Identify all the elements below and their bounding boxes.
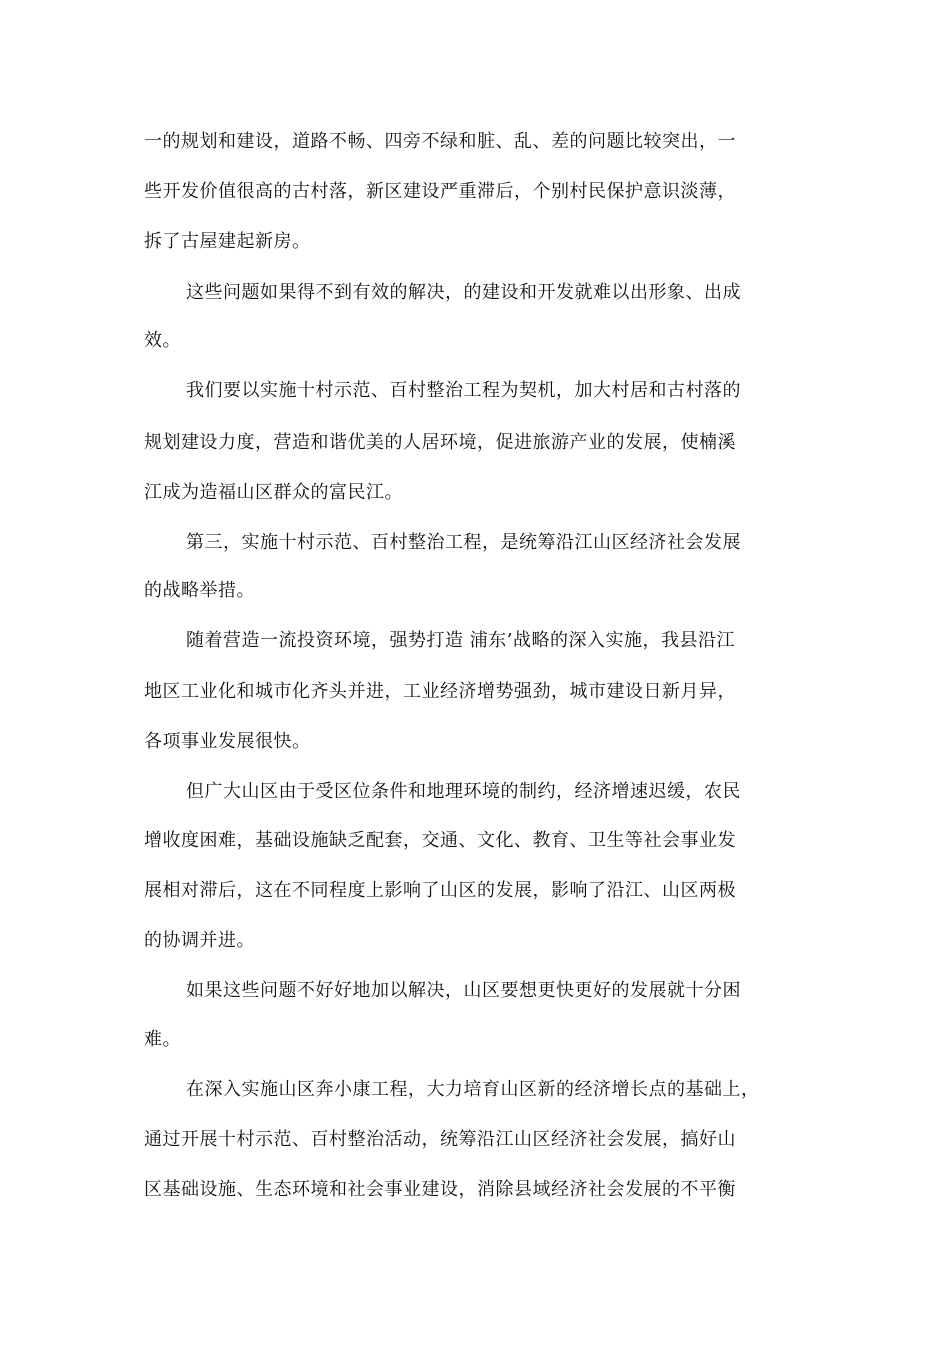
paragraph-first-line: 我们要以实施十村示范、百村整治工程为契机，加大村居和古村落的	[186, 380, 741, 401]
paragraph-first-line: 这些问题如果得不到有效的解决，的建设和开发就难以出形象、出成	[186, 282, 741, 303]
paragraph-first-line: 在深入实施山区奔小康工程，大力培育山区新的经济增长点的基础上，	[186, 1079, 760, 1100]
text-line: 拆了古屋建起新房。	[144, 231, 311, 252]
text-line: 一的规划和建设，道路不畅、四旁不绿和脏、乱、差的问题比较突出，一	[144, 131, 736, 152]
paragraph-first-line: 如果这些问题不好好地加以解决，山区要想更快更好的发展就十分困	[186, 980, 741, 1001]
paragraph-first-line: 第三，实施十村示范、百村整治工程，是统筹沿江山区经济社会发展	[186, 532, 741, 553]
text-line: 规划建设力度，营造和谐优美的人居环境，促进旅游产业的发展，使楠溪	[144, 432, 736, 453]
text-line: 各项事业发展很快。	[144, 731, 311, 752]
paragraph-first-line: 但广大山区由于受区位条件和地理环境的制约，经济增速迟缓，农民	[186, 781, 741, 802]
text-line: 的战略举措。	[144, 580, 255, 601]
text-line: 难。	[144, 1029, 181, 1050]
text-line: 通过开展十村示范、百村整治活动，统筹沿江山区经济社会发展，搞好山	[144, 1129, 736, 1150]
text-line: 江成为造福山区群众的富民江。	[144, 482, 403, 503]
text-line: 的协调并进。	[144, 930, 255, 951]
text-line: 效。	[144, 330, 181, 351]
text-line: 增收度困难，基础设施缺乏配套，交通、文化、教育、卫生等社会事业发	[144, 830, 736, 851]
text-line: 展相对滞后，这在不同程度上影响了山区的发展，影响了沿江、山区两极	[144, 880, 736, 901]
paragraph-first-line: 随着营造一流投资环境，强势打造 浦东’战略的深入实施，我县沿江	[186, 630, 735, 651]
text-line: 地区工业化和城市化齐头并进，工业经济增势强劲，城市建设日新月异，	[144, 681, 736, 702]
text-line: 些开发价值很高的古村落，新区建设严重滞后，个别村民保护意识淡薄，	[144, 181, 736, 202]
text-line: 区基础设施、生态环境和社会事业建设，消除县域经济社会发展的不平衡	[144, 1179, 736, 1200]
